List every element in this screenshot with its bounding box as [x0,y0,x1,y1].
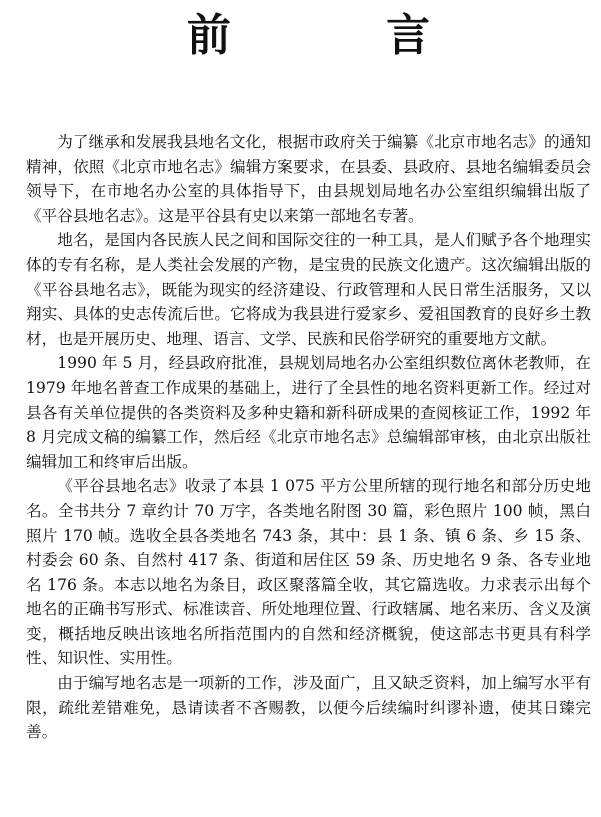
paragraph-3: 1990 年 5 月，经县政府批准，县规划局地名办公室组织数位离休老教师，在 1979 年地名普查工作成果的基础上，进行了全县性的地名资料更新工作。经过对县各有关单位提供的各类资料及多种史籍和新科研成果的查阅核证工作，1992 年 8 月完成文稿的编纂工作，然后经《北京市地名志》总编辑部审核，由北京出版社编辑加工和终审后出版。 [26,354,591,471]
paragraph-5: 由于编写地名志是一项新的工作，涉及面广，且又缺乏资料，加上编写水平有限，疏纰差错难免，恳请读者不吝赐教，以便今后续编时纠谬补遗，使其日臻完善。 [26,674,591,742]
preface-body [26,130,591,745]
paragraph-1: 为了继承和发展我县地名文化，根据市政府关于编纂《北京市地名志》的通知精神，依照《北京市地名志》编辑方案要求，在县委、县政府、县地名编辑委员会领导下，在市地名办公室的具体指导下，由县规划局地名办公室组织编辑出版了《平谷县地名志》。这是平谷县有史以来第一部地名专著。 [26,133,591,225]
paragraph-2: 地名，是国内各民族人民之间和国际交往的一种工具，是人们赋予各个地理实体的专有名称，是人类社会发展的产物，是宝贵的民族文化遗产。这次编辑出版的《平谷县地名志》，既能为现实的经济建设、行政管理和人民日常生活服务，又以翔实、具体的史志传流后世。它将成为我县进行爱家乡、爱祖国教育的良好乡土教材，也是开展历史、地理、语言、文学、民族和民俗学研究的重要地方文献。 [26,231,591,348]
page-title: 前 言 [186,10,501,61]
paragraph-4: 《平谷县地名志》收录了本县 1 075 平方公里所辖的现行地名和部分历史地名。全书共分 7 章约计 70 万字，各类地名附图 30 篇，彩色照片 100 帧，黑白照片 170 帧。选收全县各类地名 743 条，其中：县 1 条、镇 6 条、乡 15 条、村委会 60 条、自然村 417 条、街道和居住区 59 条、历史地名 9 条、各专业地名 176 条。本志以地名为条目，政区聚落篇全收，其它篇选收。力求表示出每个地名的正确书写形式、标准读音、所处地理位置、行政辖属、地名来历、含义及演变，概括地反映出该地名所指范围内的自然和经济概貌，使这部志书更具有科学性、知识性、实用性。 [26,477,591,668]
